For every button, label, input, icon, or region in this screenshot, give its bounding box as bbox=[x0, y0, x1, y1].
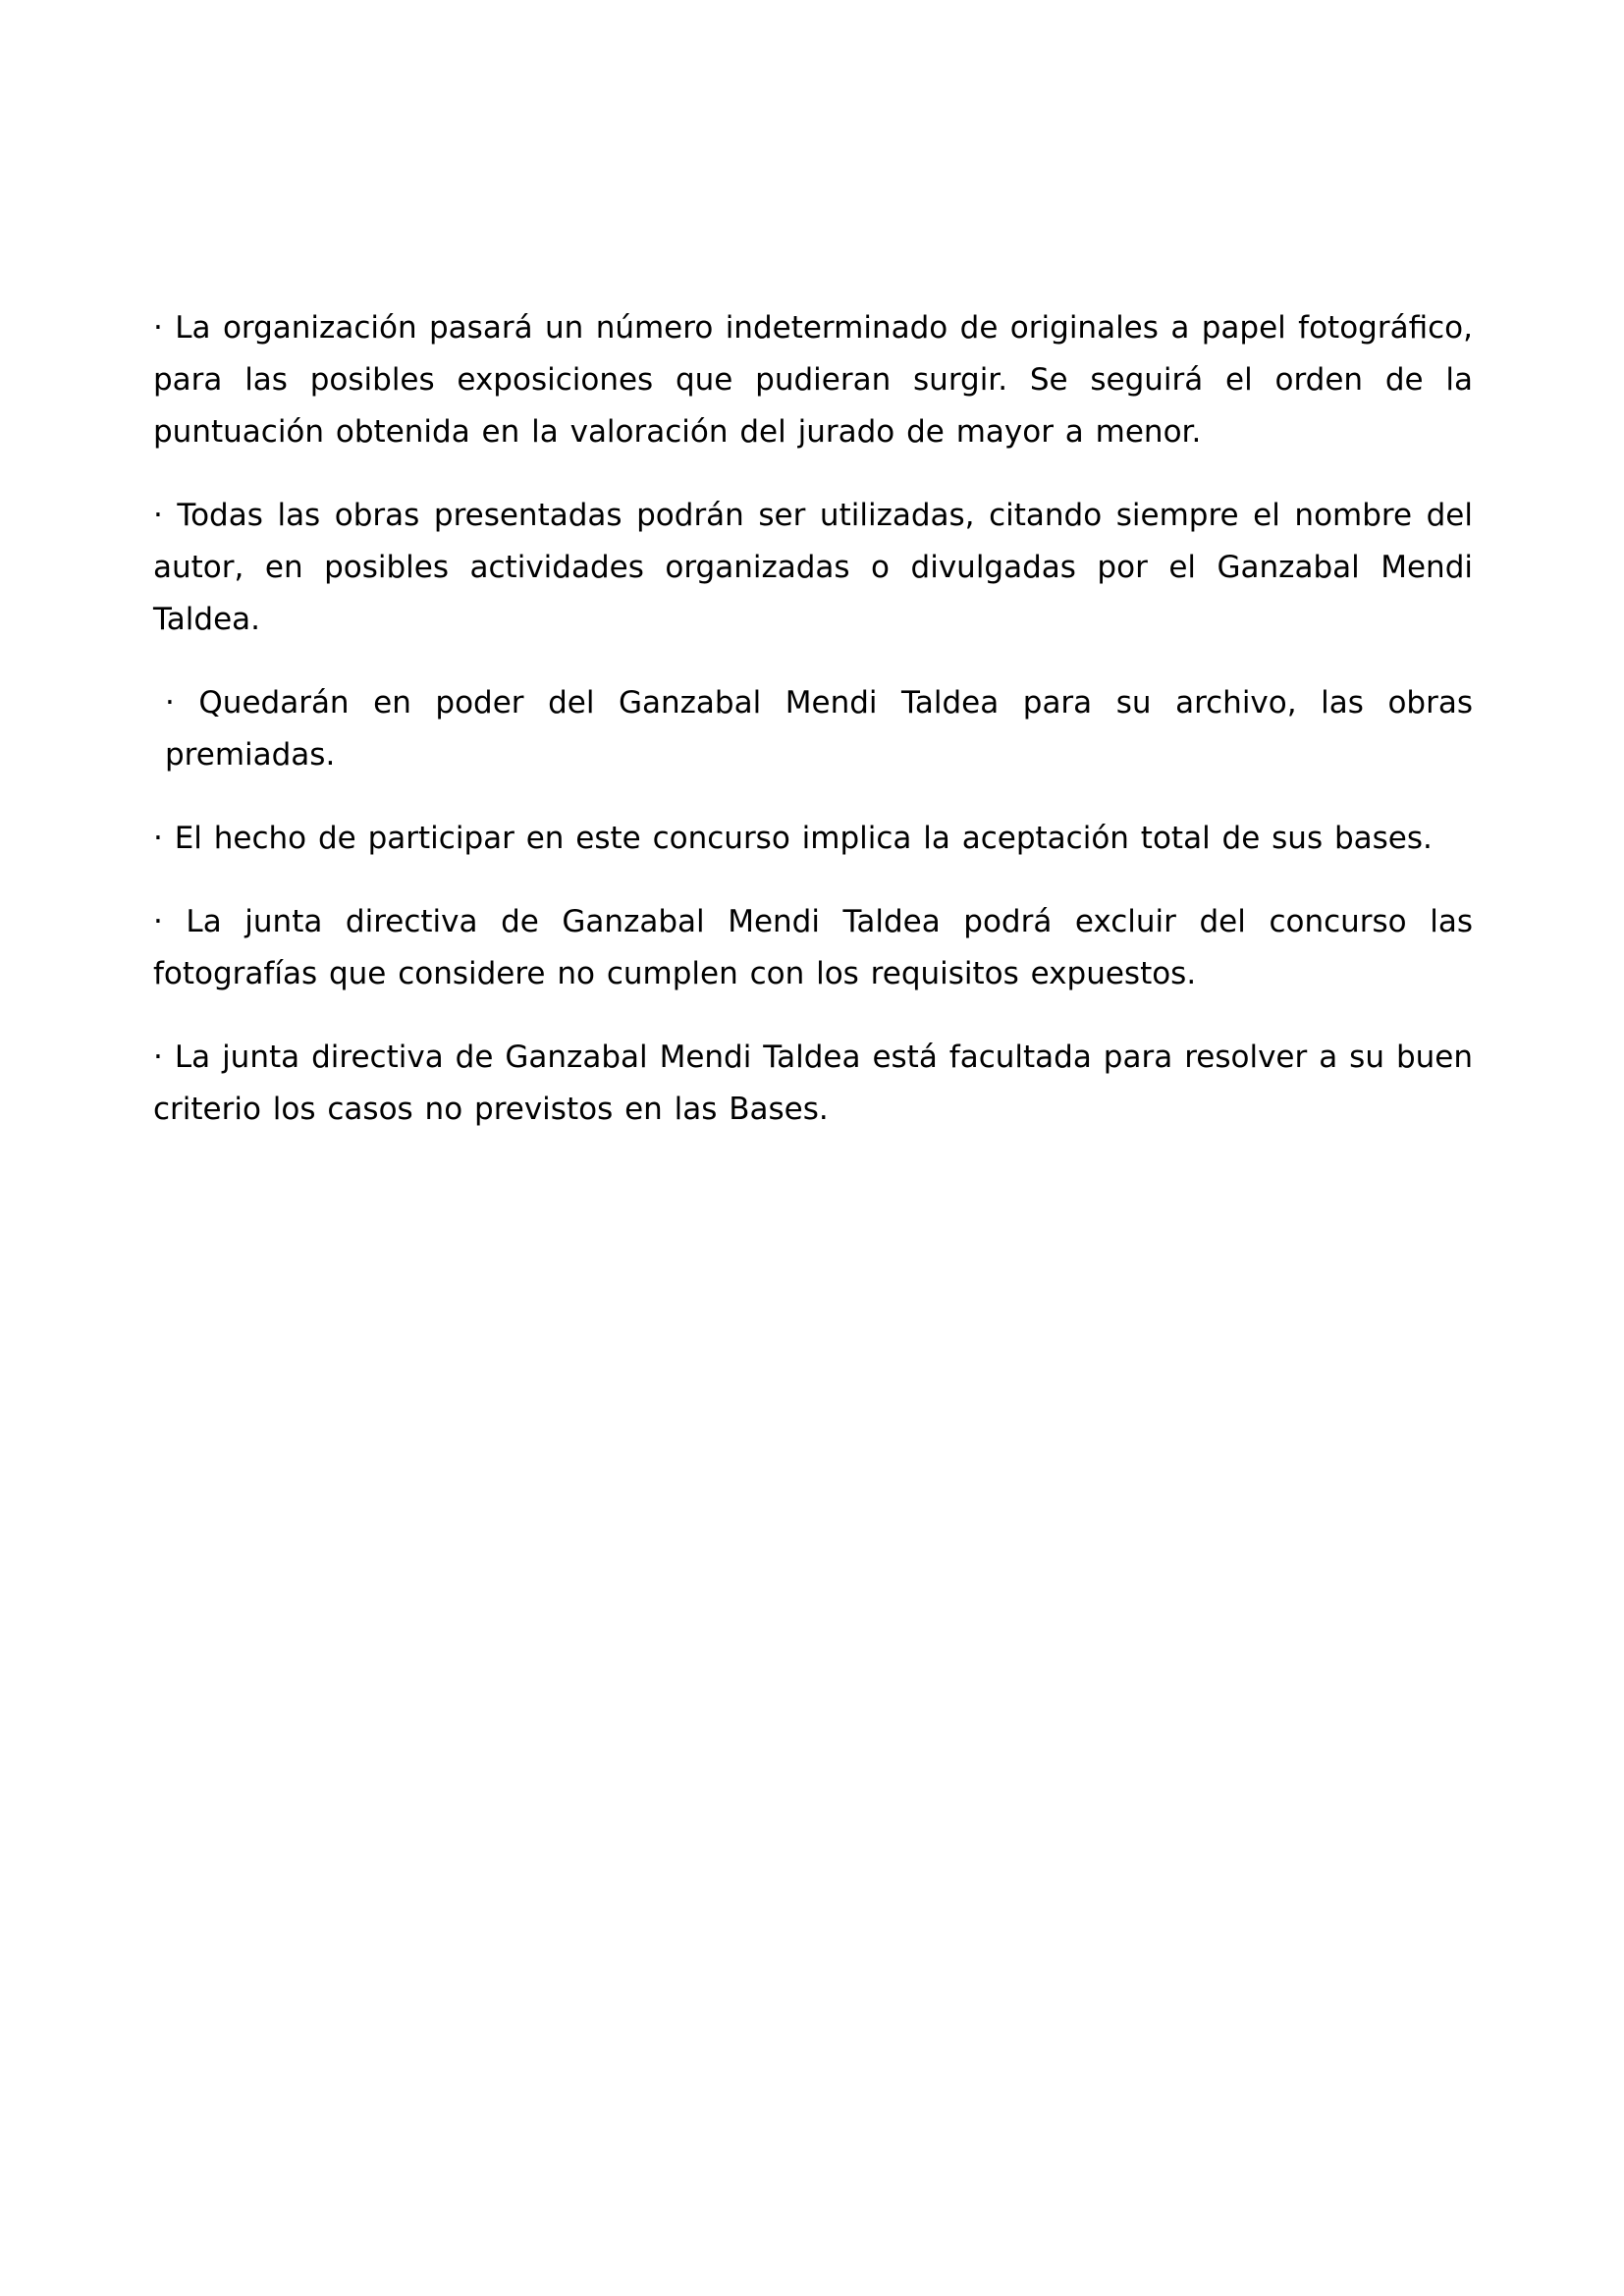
bullet-paragraph-junta-excluir: · La junta directiva de Ganzabal Mendi Taldea podrá excluir del concurso las fotografías que considere no cumplen con los requisitos expuestos. bbox=[153, 904, 1473, 991]
bullet-paragraph-obras-presentadas: · Todas las obras presentadas podrán ser utilizadas, citando siempre el nombre del autor, en posibles actividades organizadas o divulgadas por el Ganzabal Mendi Taldea. bbox=[153, 498, 1473, 637]
document-text-block bbox=[153, 302, 1473, 1136]
bullet-paragraph-organizacion: · La organización pasará un número indeterminado de originales a papel fotográfico, para las posibles exposiciones que pudieran surgir. Se seguirá el orden de la puntuación obtenida en la valoración del jurado de mayor a menor. bbox=[153, 310, 1473, 450]
bullet-paragraph-junta-facultada: · La junta directiva de Ganzabal Mendi Taldea está facultada para resolver a su buen criterio los casos no previstos en las Bases. bbox=[153, 1040, 1473, 1127]
bullet-paragraph-quedaran-en-poder: · Quedarán en poder del Ganzabal Mendi Taldea para su archivo, las obras premiadas. bbox=[165, 685, 1473, 773]
bullet-paragraph-hecho-de-participar: · El hecho de participar en este concurso implica la aceptación total de sus bases. bbox=[153, 821, 1433, 856]
